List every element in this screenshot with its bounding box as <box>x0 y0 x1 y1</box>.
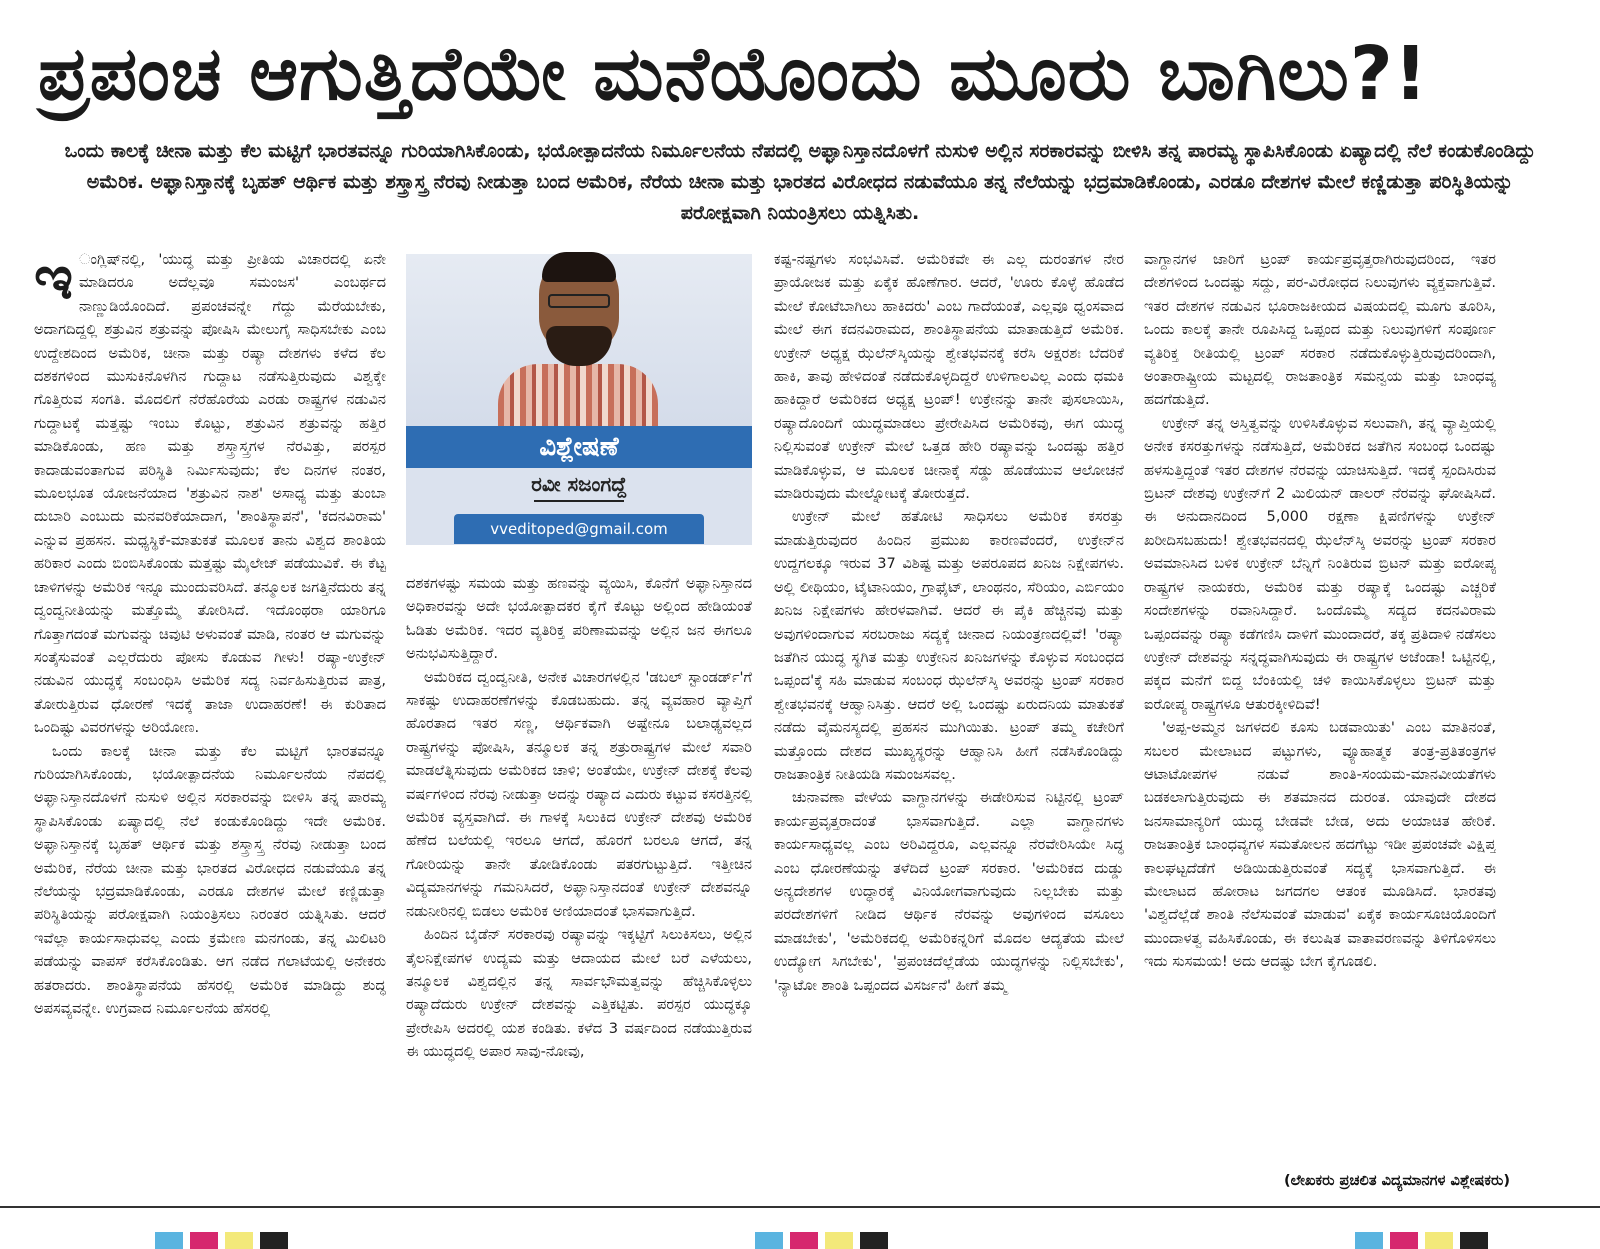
color-swatch <box>1390 1232 1418 1249</box>
paragraph: ಚುನಾವಣಾ ವೇಳೆಯ ವಾಗ್ದಾನಗಳನ್ನು ಈಡೇರಿಸುವ ನಿಟ್ಟಿನಲ್ಲಿ ಟ್ರಂಪ್ ಕಾರ್ಯಪ್ರವೃತ್ತರಾದಂತೆ ಭಾಸವಾಗುತ್ತಿದೆ. ಎಲ್ಲಾ ವಾಗ್ದಾನಗಳು ಕಾರ್ಯಸಾಧ್ಯವಲ್ಲ ಎಂಬ ಅರಿವಿದ್ದರೂ, ಎಲ್ಲವನ್ನೂ ನೆರವೇರಿಸಿಯೇ ಸಿದ್ಧ ಎಂಬ ಧೋರಣೆಯನ್ನು ತಳೆದಿದೆ ಟ್ರಂಪ್ ಸರಕಾರ. 'ಅಮೆರಿಕದ ದುಡ್ಡು ಅನ್ಯದೇಶಗಳ ಉದ್ಧಾರಕ್ಕೆ ವಿನಿಯೋಗವಾಗುವುದು ನಿಲ್ಲಬೇಕು ಮತ್ತು ಪರದೇಶಗಳಿಗೆ ನೀಡಿದ ಆರ್ಥಿಕ ನೆರವನ್ನು ಅವುಗಳಿಂದ ವಸೂಲು ಮಾಡಬೇಕು', 'ಅಮೆರಿಕದಲ್ಲಿ ಅಮೆರಿಕನ್ನರಿಗೆ ಮೊದಲ ಆದ್ಯತೆಯ ಮೇಲೆ ಉದ್ಯೋಗ ಸಿಗಬೇಕು', 'ಪ್ರಪಂಚದೆಲ್ಲೆಡೆಯ ಯುದ್ಧಗಳನ್ನು ನಿಲ್ಲಿಸಬೇಕು', 'ನ್ಯಾಟೋ ಶಾಂತಿ ಒಪ್ಪಂದದ ವಿಸರ್ಜನೆ' ಹೀಗೆ ತಮ್ಮ <box>774 789 1124 994</box>
paragraph: ಒಂದು ಕಾಲಕ್ಕೆ ಚೀನಾ ಮತ್ತು ಕೆಲ ಮಟ್ಟಿಗೆ ಭಾರತವನ್ನೂ ಗುರಿಯಾಗಿಸಿಕೊಂಡು, ಭಯೋತ್ಪಾದನೆಯ ನಿರ್ಮೂಲನೆಯ ನೆಪದಲ್ಲಿ ಅಫ್ಘಾನಿಸ್ತಾನದೊಳಗೆ ನುಸುಳಿ ಅಲ್ಲಿನ ಸರಕಾರವನ್ನು ಬೀಳಿಸಿ ತನ್ನ ಪಾರಮ್ಯ ಸ್ಥಾಪಿಸಿಕೊಂಡು ಏಷ್ಯಾದಲ್ಲಿ ನೆಲೆ ಕಂಡುಕೊಂಡಿದ್ದು ಇದೇ ಅಮೆರಿಕ. ಅಫ್ಘಾನಿಸ್ತಾನಕ್ಕೆ ಬೃಹತ್ ಆರ್ಥಿಕ ಮತ್ತು ಶಸ್ತ್ರಾಸ್ತ್ರ ನೆರವು ನೀಡುತ್ತಾ ಬಂದ ಅಮೆರಿಕ, ನೆರೆಯ ಚೀನಾ ಮತ್ತು ಭಾರತದ ವಿರೋಧದ ನಡುವೆಯೂ ತನ್ನ ನೆಲೆಯನ್ನು ಭದ್ರಮಾಡಿಕೊಂಡು, ಎರಡೂ ದೇಶಗಳ ಮೇಲೆ ಕಣ್ಣಿಡುತ್ತಾ ಪರಿಸ್ಥಿತಿಯನ್ನು ಪರೋಕ್ಷವಾಗಿ ನಿಯಂತ್ರಿಸಲು ನಿರಂತರ ಯತ್ನಿಸಿತು. ಆದರೆ ಇವೆಲ್ಲಾ ಕಾರ್ಯಸಾಧುವಲ್ಲ ಎಂದು ಕ್ರಮೇಣ ಮನಗಂಡು, ತನ್ನ ಮಿಲಿಟರಿ ಪಡೆಯನ್ನು ವಾಪಸ್ ಕರೆಸಿಕೊಂಡಿತು. ಆಗ ನಡೆದ ಗಲಾಟೆಯಲ್ಲಿ ಅನೇಕರು ಹತರಾದರು. ಶಾಂತಿಸ್ಥಾಪನೆಯ ಹೆಸರಲ್ಲಿ ಅಮೆರಿಕ ಮಾಡಿದ್ದು ಶುದ್ಧ ಅಪಸವ್ಯವನ್ನೇ. ಉಗ್ರವಾದ ನಿರ್ಮೂಲನೆಯ ಹೆಸರಲ್ಲಿ <box>34 742 386 1017</box>
color-swatch <box>860 1232 888 1249</box>
paragraph: ಕಷ್ಟ-ನಷ್ಟಗಳು ಸಂಭವಿಸಿವೆ. ಅಮೆರಿಕವೇ ಈ ಎಲ್ಲ ದುರಂತಗಳ ನೇರ ಪ್ರಾಯೋಜಕ ಮತ್ತು ಏಕೈಕ ಹೊಣೆಗಾರ. ಆದರೆ, 'ಊರು ಕೊಳ್ಳೆ ಹೊಡೆದ ಮೇಲೆ ಕೋಟೆಬಾಗಿಲು ಹಾಕಿದರು' ಎಂಬ ಗಾದೆಯಂತೆ, ಎಲ್ಲವೂ ಧ್ವಂಸವಾದ ಮೇಲೆ ಈಗ ಕದನವಿರಾಮದ, ಶಾಂತಿಸ್ಥಾಪನೆಯ ಮಾತಾಡುತ್ತಿದೆ ಅಮೆರಿಕ. ಉಕ್ರೇನ್ ಅಧ್ಯಕ್ಷ ಝೆಲೆನ್‌ಸ್ಕಿಯನ್ನು ಶ್ವೇತಭವನಕ್ಕೆ ಕರೆಸಿ ಅಕ್ಷರಶಃ ಬೆದರಿಕೆ ಹಾಕಿ, ತಾವು ಹೇಳಿದಂತೆ ನಡೆದುಕೊಳ್ಳದಿದ್ದರೆ ಉಳಿಗಾಲವಿಲ್ಲ ಎಂದು ಧಮಕಿ ಹಾಕಿದ್ದಾರೆ ಅಮೆರಿಕದ ಅಧ್ಯಕ್ಷ ಟ್ರಂಪ್! ಉಕ್ರೇನನ್ನು ತಾನೇ ಪುಸಲಾಯಿಸಿ, ರಷ್ಯಾದೊಂದಿಗೆ ಯುದ್ಧಮಾಡಲು ಪ್ರೇರೇಪಿಸಿದ ಅಮೆರಿಕವು, ಈಗ ಯುದ್ಧ ನಿಲ್ಲಿಸುವಂತೆ ಉಕ್ರೇನ್ ಮೇಲೆ ಒತ್ತಡ ಹೇರಿ ರಷ್ಯಾವನ್ನು ಒಂದಷ್ಟು ಹತ್ತಿರ ಮಾಡಿಕೊಳ್ಳುವ, ಆ ಮೂಲಕ ಚೀನಾಕ್ಕೆ ಸೆಡ್ಡು ಹೊಡೆಯುವ ಆಲೋಚನೆ ಮಾಡಿರುವುದು ಮೇಲ್ನೋಟಕ್ಕೆ ತೋರುತ್ತದೆ. <box>774 251 1124 503</box>
column-1 <box>34 248 386 1198</box>
column-3 <box>774 248 1124 1198</box>
column-4 <box>1144 248 1496 1166</box>
author-note: (ಲೇಖಕರು ಪ್ರಚಲಿತ ವಿದ್ಯಮಾನಗಳ ವಿಶ್ಲೇಷಕರು) <box>1284 1172 1510 1189</box>
column-2 <box>406 572 752 1198</box>
hair-shape <box>542 252 616 282</box>
paragraph: 'ಅಪ್ಪ-ಅಮ್ಮನ ಜಗಳದಲಿ ಕೂಸು ಬಡವಾಯಿತು' ಎಂಬ ಮಾತಿನಂತೆ, ಸಬಲರ ಮೇಲಾಟದ ಪಟ್ಟುಗಳು, ವ್ಯೂಹಾತ್ಮಕ ತಂತ್ರ-ಪ್ರತಿತಂತ್ರಗಳ ಆಟಾಟೋಪಗಳ ನಡುವೆ ಶಾಂತಿ-ಸಂಯಮ-ಮಾನವೀಯತೆಗಳು ಬಡಕಲಾಗುತ್ತಿರುವುದು ಈ ಶತಮಾನದ ದುರಂತ. ಯಾವುದೇ ದೇಶದ ಜನಸಾಮಾನ್ಯರಿಗೆ ಯುದ್ಧ ಬೇಡವೇ ಬೇಡ, ಅದು ಅಯಾಚಿತ ಹೇರಿಕೆ. ರಾಜತಾಂತ್ರಿಕ ಬಾಂಧವ್ಯಗಳ ಸಮತೋಲನ ಹದಗೆಟ್ಟು ಇಡೀ ಪ್ರಪಂಚವೇ ವಿಕ್ಷಿಪ್ತ ಕಾಲಘಟ್ಟದೆಡೆಗೆ ಅಡಿಯಿಡುತ್ತಿರುವಂತೆ ಸದ್ಯಕ್ಕೆ ಭಾಸವಾಗುತ್ತಿದೆ. ಈ ಮೇಲಾಟದ ಹೋರಾಟ ಜಗದಗಲ ಆತಂಕ ಮೂಡಿಸಿದೆ. ಭಾರತವು 'ವಿಶ್ವದೆಲ್ಲೆಡೆ ಶಾಂತಿ ನೆಲೆಸುವಂತೆ ಮಾಡುವ' ಏಕೈಕ ಕಾರ್ಯಸೂಚಿಯೊಂದಿಗೆ ಮುಂದಾಳತ್ವ ವಹಿಸಿಕೊಂಡು, ಈ ಕಲುಷಿತ ವಾತಾವರಣವನ್ನು ತಿಳಿಗೊಳಿಸಲು ಇದು ಸುಸಮಯ! ಅದು ಆದಷ್ಟು ಬೇಗ ಕೈಗೂಡಲಿ. <box>1144 719 1496 971</box>
paragraph: ದಶಕಗಳಷ್ಟು ಸಮಯ ಮತ್ತು ಹಣವನ್ನು ವ್ಯಯಿಸಿ, ಕೊನೆಗೆ ಅಫ್ಘಾನಿಸ್ತಾನದ ಅಧಿಕಾರವನ್ನು ಅದೇ ಭಯೋತ್ಪಾದಕರ ಕೈಗೆ ಕೊಟ್ಟು ಅಲ್ಲಿಂದ ಹೇಡಿಯಂತೆ ಓಡಿತು ಅಮೆರಿಕ. ಇದರ ವ್ಯತಿರಿಕ್ತ ಪರಿಣಾಮವನ್ನು ಅಲ್ಲಿನ ಜನ ಈಗಲೂ ಅನುಭವಿಸುತ್ತಿದ್ದಾರೆ. <box>406 575 752 663</box>
color-swatch <box>225 1232 253 1249</box>
dropcap: ಇ <box>34 248 73 313</box>
bottom-rule <box>0 1206 1600 1208</box>
author-photo <box>406 254 752 426</box>
paragraph: ಹಿಂದಿನ ಬೈಡೆನ್ ಸರಕಾರವು ರಷ್ಯಾವನ್ನು ಇಕ್ಕಟ್ಟಿಗೆ ಸಿಲುಕಿಸಲು, ಅಲ್ಲಿನ ತೈಲನಿಕ್ಷೇಪಗಳ ಉದ್ಯಮ ಮತ್ತು ಆದಾಯದ ಮೇಲೆ ಬರೆ ಎಳೆಯಲು, ತನ್ಮೂಲಕ ವಿಶ್ವದಲ್ಲಿನ ತನ್ನ ಸಾರ್ವಭೌಮತ್ವವನ್ನು ಹೆಚ್ಚಿಸಿಕೊಳ್ಳಲು ರಷ್ಯಾದೆದುರು ಉಕ್ರೇನ್ ದೇಶವನ್ನು ಎತ್ತಿಕಟ್ಟಿತು. ಪರಸ್ಪರ ಯುದ್ಧಕ್ಕೂ ಪ್ರೇರೇಪಿಸಿ ಅದರಲ್ಲಿ ಯಶ ಕಂಡಿತು. ಕಳೆದ 3 ವರ್ಷದಿಂದ ನಡೆಯುತ್ತಿರುವ ಈ ಯುದ್ಧದಲ್ಲಿ ಅಪಾರ ಸಾವು-ನೋವು, <box>406 926 752 1061</box>
color-swatch <box>190 1232 218 1249</box>
color-swatch <box>1460 1232 1488 1249</box>
paragraph: ಉಕ್ರೇನ್ ಮೇಲೆ ಹತೋಟಿ ಸಾಧಿಸಲು ಅಮೆರಿಕ ಕಸರತ್ತು ಮಾಡುತ್ತಿರುವುದರ ಹಿಂದಿನ ಪ್ರಮುಖ ಕಾರಣವೆಂದರೆ, ಉಕ್ರೇನ್‌ನ ಉದ್ದಗಲಕ್ಕೂ ಇರುವ 37 ವಿಶಿಷ್ಟ ಮತ್ತು ಅಪರೂಪದ ಖನಿಜ ನಿಕ್ಷೇಪಗಳು. ಅಲ್ಲಿ ಲೀಥಿಯಂ, ಟೈಟಾನಿಯಂ, ಗ್ರಾಫೈಟ್, ಲಾಂಥನಂ, ಸೆರಿಯಂ, ಎರ್ಬಿಯಂ ಖನಿಜ ನಿಕ್ಷೇಪಗಳು ಹೇರಳವಾಗಿವೆ. ಆದರೆ ಈ ಪೈಕಿ ಹೆಚ್ಚಿನವು ಮತ್ತು ಅವುಗಳಿಂದಾಗುವ ಸರಬರಾಜು ಸದ್ಯಕ್ಕೆ ಚೀನಾದ ನಿಯಂತ್ರಣದಲ್ಲಿವೆ! 'ರಷ್ಯಾ ಜತೆಗಿನ ಯುದ್ಧ ಸ್ಥಗಿತ ಮತ್ತು ಉಕ್ರೇನಿನ ಖನಿಜಗಳನ್ನು ಕೊಳ್ಳುವ ಸಂಬಂಧದ ಒಪ್ಪಂದ'ಕ್ಕೆ ಸಹಿ ಮಾಡುವ ಸಂಬಂಧ ಝೆಲೆನ್‌ಸ್ಕಿ ಅವರನ್ನು ಟ್ರಂಪ್ ಸರಕಾರ ಶ್ವೇತಭವನಕ್ಕೆ ಆಹ್ವಾನಿಸಿತ್ತು. ಆದರೆ ಅಲ್ಲಿ ಒಂದಷ್ಟು ಏರುದನಿಯ ಮಾತುಕತೆ ನಡೆದು ವೈಮನಸ್ಯದಲ್ಲಿ ಪ್ರಹಸನ ಮುಗಿಯಿತು. ಟ್ರಂಪ್ ತಮ್ಮ ಕಚೇರಿಗೆ ಮತ್ತೊಂದು ದೇಶದ ಮುಖ್ಯಸ್ಥರನ್ನು ಆಹ್ವಾನಿಸಿ ಹೀಗೆ ನಡೆಸಿಕೊಂಡಿದ್ದು ರಾಜತಾಂತ್ರಿಕ ನೀತಿಯಡಿ ಸಮಂಜಸವಲ್ಲ. <box>774 508 1124 783</box>
paragraph: ವಾಗ್ದಾನಗಳ ಜಾರಿಗೆ ಟ್ರಂಪ್ ಕಾರ್ಯಪ್ರವೃತ್ತರಾಗಿರುವುದರಿಂದ, ಇತರ ದೇಶಗಳಿಂದ ಒಂದಷ್ಟು ಸದ್ದು, ಪರ-ವಿರೋಧದ ನಿಲುವುಗಳು ವ್ಯಕ್ತವಾಗುತ್ತಿವೆ. ಇತರ ದೇಶಗಳ ನಡುವಿನ ಭೂರಾಜಕೀಯದ ವಿಷಯದಲ್ಲಿ ಮೂಗು ತೂರಿಸಿ, ಒಂದು ಕಾಲಕ್ಕೆ ತಾನೇ ರೂಪಿಸಿದ್ದ ಒಪ್ಪಂದ ಮತ್ತು ನಿಲುವುಗಳಿಗೆ ಸಂಪೂರ್ಣ ವ್ಯತಿರಿಕ್ತ ರೀತಿಯಲ್ಲಿ ಟ್ರಂಪ್ ಸರಕಾರ ನಡೆದುಕೊಳ್ಳುತ್ತಿರುವುದರಿಂದಾಗಿ, ಅಂತಾರಾಷ್ಟ್ರೀಯ ಮಟ್ಟದಲ್ಲಿ ರಾಜತಾಂತ್ರಿಕ ಸಮನ್ವಯ ಮತ್ತು ಬಾಂಧವ್ಯ ಹದಗೆಡುತ್ತಿದೆ. <box>1144 251 1496 409</box>
color-swatch <box>755 1232 783 1249</box>
glasses-shape <box>548 294 610 308</box>
author-email[interactable]: vveditoped@gmail.com <box>454 514 704 544</box>
paragraph: ಇ ಂಗ್ಲಿಷ್‌ನಲ್ಲಿ, 'ಯುದ್ಧ ಮತ್ತು ಪ್ರೀತಿಯ ವಿಚಾರದಲ್ಲಿ ಏನೇ ಮಾಡಿದರೂ ಅದೆಲ್ಲವೂ ಸಮಂಜಸ' ಎಂಬರ್ಥದ ನಾಣ್ಣುಡಿಯೊಂದಿದೆ. ಪ್ರಪಂಚವನ್ನೇ ಗೆದ್ದು ಮೆರೆಯಬೇಕು, ಅದಾಗದಿದ್ದಲ್ಲಿ ಶತ್ರುವಿನ ಶತ್ರುವನ್ನು ಪೋಷಿಸಿ ಮೇಲುಗೈ ಸಾಧಿಸಬೇಕು ಎಂಬ ಉದ್ದೇಶದಿಂದ ಅಮೆರಿಕ, ಚೀನಾ ಮತ್ತು ರಷ್ಯಾ ದೇಶಗಳು ಕಳೆದ ಕೆಲ ದಶಕಗಳಿಂದ ಮುಸುಕಿನೊಳಗಿನ ಗುದ್ದಾಟ ನಡೆಸುತ್ತಿರುವುದು ವಿಶ್ವಕ್ಕೇ ಗೊತ್ತಿರುವ ಸಂಗತಿ. ಮೊದಲಿಗೆ ನೆರೆಹೊರೆಯ ಎರಡು ರಾಷ್ಟ್ರಗಳ ನಡುವಿನ ಗುದ್ದಾಟಕ್ಕೆ ಮತ್ತಷ್ಟು ಇಂಬು ಕೊಟ್ಟು, ಶತ್ರುವಿನ ಶತ್ರುವನ್ನು ಹತ್ತಿರ ಮಾಡಿಕೊಂಡು, ಹಣ ಮತ್ತು ಶಸ್ತ್ರಾಸ್ತ್ರಗಳ ನೆರವಿತ್ತು, ಪರಸ್ಪರ ಕಾದಾಡುವಂತಾಗುವ ಪರಿಸ್ಥಿತಿ ನಿರ್ಮಿಸುವುದು; ಕೆಲ ದಿನಗಳ ನಂತರ, ಮೂಲಭೂತ ಯೋಜನೆಯಾದ 'ಶತ್ರುವಿನ ನಾಶ' ಅಸಾಧ್ಯ ಮತ್ತು ತುಂಬಾ ದುಬಾರಿ ಎಂಬುದು ಮನವರಿಕೆಯಾದಾಗ, 'ಶಾಂತಿಸ್ಥಾಪನೆ', 'ಕದನವಿರಾಮ' ಎನ್ನುವ ಪ್ರಹಸನ. ಮಧ್ಯಸ್ಥಿಕೆ-ಮಾತುಕತೆ ಮೂಲಕ ತಾನು ವಿಶ್ವದ ಶಾಂತಿಯ ಹರಿಕಾರ ಎಂದು ಬಿಂಬಿಸಿಕೊಂಡು ಮತ್ತಷ್ಟು ಮೈಲೇಜ್ ಪಡೆಯುವಿಕೆ. ಈ ಕೆಟ್ಟ ಚಾಳಿಗಳನ್ನು ಅಮೆರಿಕ ಇನ್ನೂ ಮುಂದುವರಿಸಿದೆ. ತನ್ಮೂಲಕ ಜಗತ್ತಿನೆದುರು ತನ್ನ ದ್ವಂದ್ವನೀತಿಯನ್ನು ಮತ್ತೊಮ್ಮೆ ತೋರಿಸಿದೆ. ಇದೊಂಥರಾ ಯಾರಿಗೂ ಗೊತ್ತಾಗದಂತೆ ಮಗುವನ್ನು ಚಿವುಟಿ ಅಳುವಂತೆ ಮಾಡಿ, ನಂತರ ಆ ಮಗುವನ್ನು ಸಂತೈಸುವಂತೆ ಎಲ್ಲರೆದುರು ಪೋಸು ಕೊಡುವ ಗೀಳು! ರಷ್ಯಾ-ಉಕ್ರೇನ್ ನಡುವಿನ ಯುದ್ಧಕ್ಕೆ ಸಂಬಂಧಿಸಿ ಅಮೆರಿಕ ಸದ್ಯ ನಿರ್ವಹಿಸುತ್ತಿರುವ ಪಾತ್ರ, ತೋರುತ್ತಿರುವ ಧೋರಣೆ ಇದಕ್ಕೆ ತಾಜಾ ಉದಾಹರಣೆ! ಈ ಕುರಿತಾದ ಒಂದಿಷ್ಟು ವಿವರಗಳನ್ನು ಅರಿಯೋಣ. <box>34 248 386 737</box>
color-swatch <box>1425 1232 1453 1249</box>
author-photo-box <box>406 254 752 545</box>
color-swatch <box>260 1232 288 1249</box>
author-name: ರವೀ ಸಜಂಗದ್ದೆ <box>531 472 627 496</box>
color-swatch <box>155 1232 183 1249</box>
paragraph: ಉಕ್ರೇನ್ ತನ್ನ ಅಸ್ತಿತ್ವವನ್ನು ಉಳಿಸಿಕೊಳ್ಳುವ ಸಲುವಾಗಿ, ತನ್ನ ವ್ಯಾಪ್ತಿಯಲ್ಲಿ ಅನೇಕ ಕಸರತ್ತುಗಳನ್ನು ನಡೆಸುತ್ತಿದೆ, ಅಮೆರಿಕದ ಜತೆಗಿನ ಸಂಬಂಧ ಒಂದಷ್ಟು ಹಳಸುತ್ತಿದ್ದಂತೆ ಇತರ ದೇಶಗಳ ನೆರವನ್ನು ಯಾಚಿಸುತ್ತಿದೆ. ಇದಕ್ಕೆ ಸ್ಪಂದಿಸಿರುವ ಬ್ರಿಟನ್ ದೇಶವು ಉಕ್ರೇನ್‌ಗೆ 2 ಮಿಲಿಯನ್ ಡಾಲರ್ ನೆರವನ್ನು ಘೋಷಿಸಿದೆ. ಈ ಅನುದಾನದಿಂದ 5,000 ರಕ್ಷಣಾ ಕ್ಷಿಪಣಿಗಳನ್ನು ಉಕ್ರೇನ್ ಖರೀದಿಸಬಹುದು! ಶ್ವೇತಭವನದಲ್ಲಿ ಝೆಲೆನ್‌ಸ್ಕಿ ಅವರನ್ನು ಟ್ರಂಪ್ ಸರಕಾರ ಅವಮಾನಿಸಿದ ಬಳಿಕ ಉಕ್ರೇನ್ ಬೆನ್ನಿಗೆ ನಿಂತಿರುವ ಬ್ರಿಟನ್ ಮತ್ತು ಐರೋಪ್ಯ ರಾಷ್ಟ್ರಗಳ ನಾಯಕರು, ಅಮೆರಿಕ ಮತ್ತು ರಷ್ಯಾಕ್ಕೆ ಒಂದಷ್ಟು ಎಚ್ಚರಿಕೆ ಸಂದೇಶಗಳನ್ನು ರವಾನಿಸಿದ್ದಾರೆ. ಒಂದೊಮ್ಮೆ ಸದ್ಯದ ಕದನವಿರಾಮ ಒಪ್ಪಂದವನ್ನು ರಷ್ಯಾ ಕಡೆಗಣಿಸಿ ದಾಳಿಗೆ ಮುಂದಾದರೆ, ತಕ್ಕ ಪ್ರತಿದಾಳಿ ನಡೆಸಲು ಉಕ್ರೇನ್ ದೇಶವನ್ನು ಸನ್ನದ್ಧವಾಗಿಸುವುದು ಈ ರಾಷ್ಟ್ರಗಳ ಅಜೆಂಡಾ! ಒಟ್ಟಿನಲ್ಲಿ, ಪಕ್ಕದ ಮನೆಗೆ ಬಿದ್ದ ಬೆಂಕಿಯಲ್ಲಿ ಚಳಿ ಕಾಯಿಸಿಕೊಳ್ಳಲು ಬ್ರಿಟನ್ ಮತ್ತು ಐರೋಪ್ಯ ರಾಷ್ಟ್ರಗಳೂ ಆತುರಕ್ಕೀಳಿದಿವೆ! <box>1144 414 1496 713</box>
shirt-shape <box>498 364 658 426</box>
color-swatch <box>790 1232 818 1249</box>
color-swatch <box>825 1232 853 1249</box>
column-label: ವಿಶ್ಲೇಷಣೆ <box>539 432 619 462</box>
author-underline <box>534 500 624 502</box>
paragraph: ಅಮೆರಿಕದ ದ್ವಂದ್ವನೀತಿ, ಅನೇಕ ವಿಚಾರಗಳಲ್ಲಿನ 'ಡಬಲ್ ಸ್ಟಾಂಡರ್ಡ್'ಗೆ ಸಾಕಷ್ಟು ಉದಾಹರಣೆಗಳನ್ನು ಕೊಡಬಹುದು. ತನ್ನ ವ್ಯವಹಾರ ವ್ಯಾಪ್ತಿಗೆ ಹೊರತಾದ ಇತರ ಸಣ್ಣ, ಆರ್ಥಿಕವಾಗಿ ಅಷ್ಟೇನೂ ಬಲಾಢ್ಯವಲ್ಲದ ರಾಷ್ಟ್ರಗಳನ್ನು ಪೋಷಿಸಿ, ತನ್ಮೂಲಕ ತನ್ನ ಶತ್ರುರಾಷ್ಟ್ರಗಳ ಮೇಲೆ ಸವಾರಿ ಮಾಡಲೆತ್ನಿಸುವುದು ಅಮೆರಿಕದ ಚಾಳಿ; ಅಂತೆಯೇ, ಉಕ್ರೇನ್ ದೇಶಕ್ಕೆ ಕೆಲವು ವರ್ಷಗಳಿಂದ ನೆರವು ನೀಡುತ್ತಾ ಅದನ್ನು ರಷ್ಯಾದ ಎದುರು ಕಟ್ಟುವ ಕಸರತ್ತಿನಲ್ಲಿ ಅಮೆರಿಕ ವ್ಯಸ್ತವಾಗಿದೆ. ಈ ಗಾಳಕ್ಕೆ ಸಿಲುಕಿದ ಉಕ್ರೇನ್ ದೇಶವು ಅಮೆರಿಕ ಹೆಣೆದ ಬಲೆಯಲ್ಲಿ ಇರಲೂ ಆಗದೆ, ಹೊರಗೆ ಬರಲೂ ಆಗದೆ, ತನ್ನ ಗೋರಿಯನ್ನು ತಾನೇ ತೋಡಿಕೊಂಡು ಪತರಗುಟ್ಟುತ್ತಿದೆ. ಇತ್ತೀಚಿನ ವಿದ್ಯಮಾನಗಳನ್ನು ಗಮನಿಸಿದರೆ, ಅಫ್ಘಾನಿಸ್ತಾನದಂತೆ ಉಕ್ರೇನ್ ದೇಶವನ್ನೂ ನಡುನೀರಿನಲ್ಲಿ ಬಿಡಲು ಅಮೆರಿಕ ಅಣಿಯಾದಂತೆ ಭಾಸವಾಗುತ್ತಿದೆ. <box>406 668 752 920</box>
color-swatch <box>1355 1232 1383 1249</box>
deck: ಒಂದು ಕಾಲಕ್ಕೆ ಚೀನಾ ಮತ್ತು ಕೆಲ ಮಟ್ಟಿಗೆ ಭಾರತವನ್ನೂ ಗುರಿಯಾಗಿಸಿಕೊಂಡು, ಭಯೋತ್ಪಾದನೆಯ ನಿರ್ಮೂಲನೆಯ ನೆಪದಲ್ಲಿ ಅಫ್ಘಾನಿಸ್ತಾನದೊಳಗೆ ನುಸುಳಿ ಅಲ್ಲಿನ ಸರಕಾರವನ್ನು ಬೀಳಿಸಿ ತನ್ನ ಪಾರಮ್ಯ ಸ್ಥಾಪಿಸಿಕೊಂಡು ಏಷ್ಯಾದಲ್ಲಿ ನೆಲೆ ಕಂಡುಕೊಂಡಿದ್ದು ಅಮೆರಿಕ. ಅಫ್ಘಾನಿಸ್ತಾನಕ್ಕೆ ಬೃಹತ್ ಆರ್ಥಿಕ ಮತ್ತು ಶಸ್ತ್ರಾಸ್ತ್ರ ನೆರವು ನೀಡುತ್ತಾ ಬಂದ ಅಮೆರಿಕ, ನೆರೆಯ ಚೀನಾ ಮತ್ತು ಭಾರತದ ವಿರೋಧದ ನಡುವೆಯೂ ತನ್ನ ನೆಲೆಯನ್ನು ಭದ್ರಮಾಡಿಕೊಂಡು, ಎರಡೂ ದೇಶಗಳ ಮೇಲೆ ಕಣ್ಣಿಡುತ್ತಾ ಪರಿಸ್ಥಿತಿಯನ್ನು ಪರೋಕ್ಷವಾಗಿ ನಿಯಂತ್ರಿಸಲು ಯತ್ನಿಸಿತು. <box>64 140 1536 224</box>
headline: ಪ್ರಪಂಚ ಆಗುತ್ತಿದೆಯೇ ಮನೆಯೊಂದು ಮೂರು ಬಾಗಿಲು?! <box>38 31 1429 117</box>
beard-shape <box>546 326 612 366</box>
